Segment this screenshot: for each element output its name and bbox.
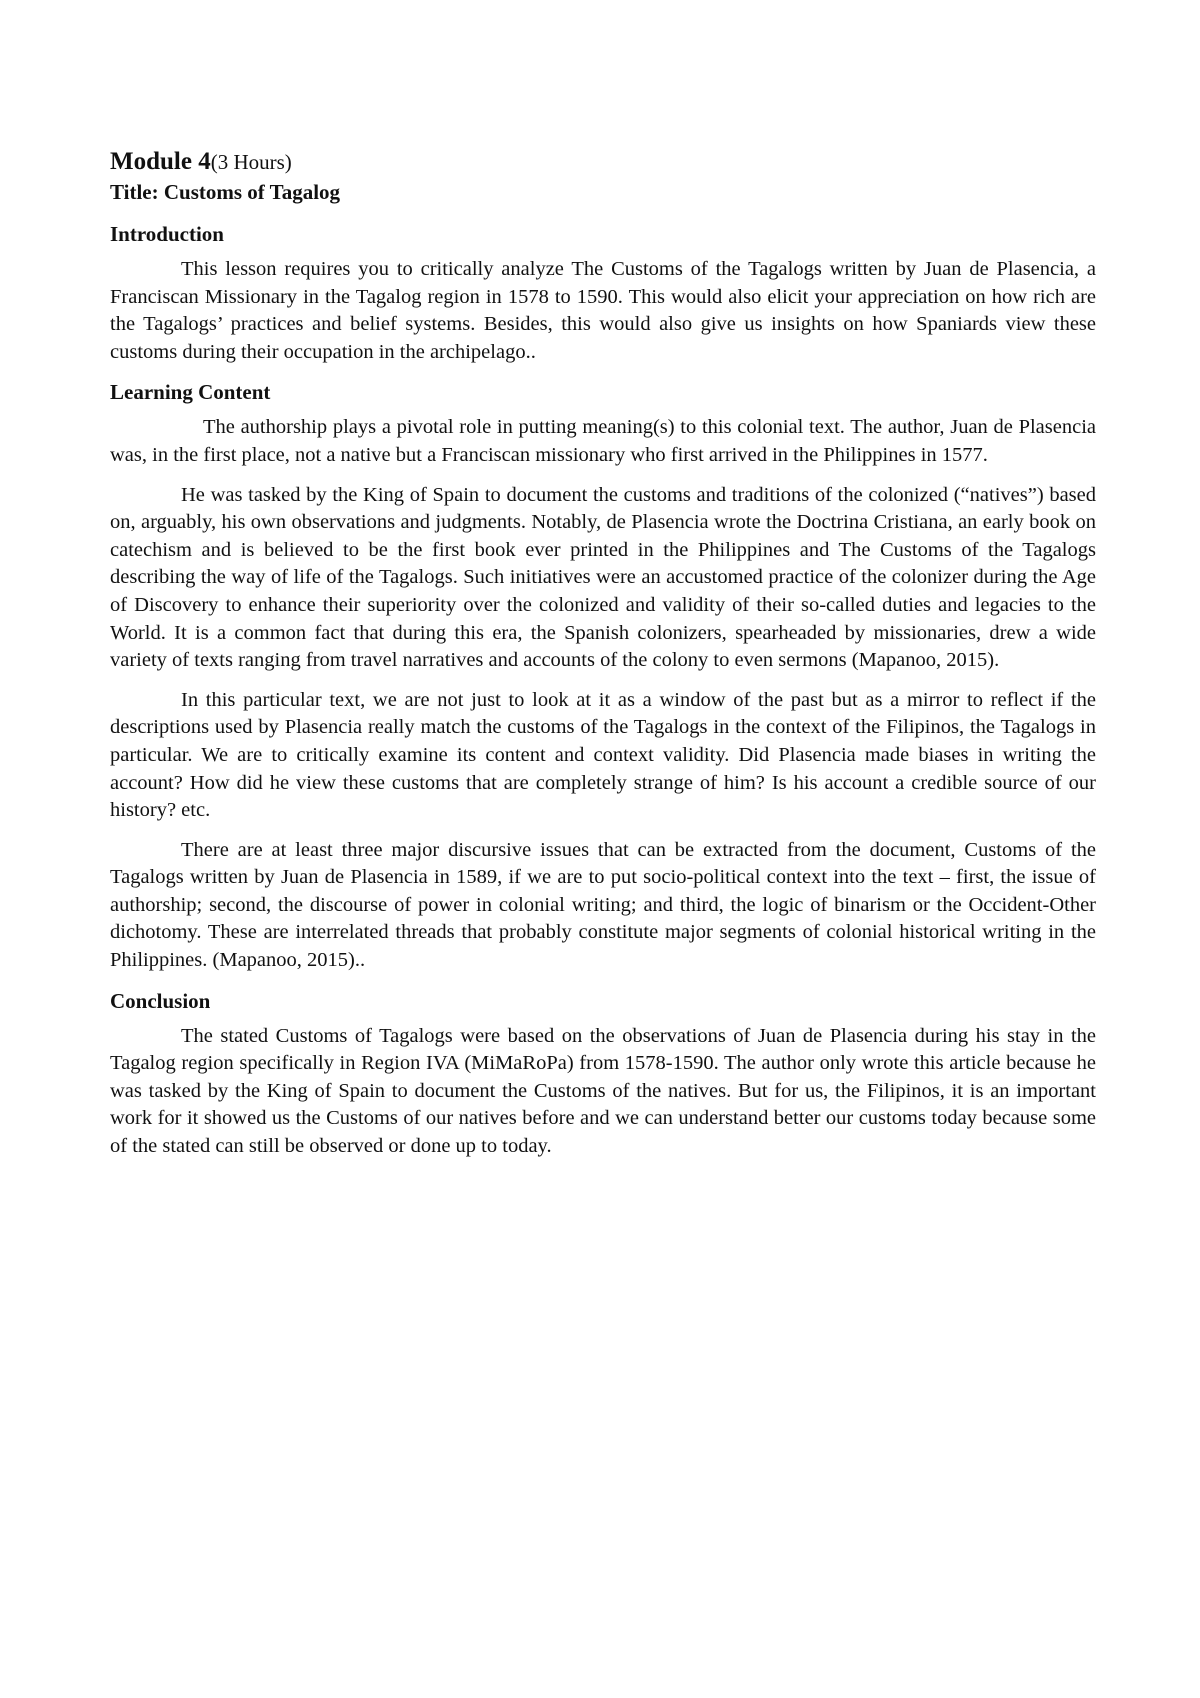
learning-content-heading: Learning Content — [110, 380, 271, 405]
learning-content-section — [110, 378, 1096, 974]
learning-content-paragraph: The authorship plays a pivotal role in putting meaning(s) to this colonial text. The author, Juan de Plasencia was, in the first place, not a native but a Franciscan missionary who first arrived in the Philippines in 1577. — [110, 416, 1096, 466]
conclusion-heading: Conclusion — [110, 988, 211, 1013]
introduction-paragraph: This lesson requires you to critically analyze The Customs of the Tagalogs written by Juan de Plasencia, a Franciscan Missionary in the Tagalog region in 1578 to 1590. This would also elicit your appreciation on how rich are the Tagalogs’ practices and belief systems. Besides, this would also give us insights on how Spaniards view these customs during their occupation in the archipelago.. — [110, 258, 1096, 363]
introduction-section — [110, 220, 1096, 366]
learning-content-paragraph: There are at least three major discursive issues that can be extracted from the document, Customs of the Tagalogs written by Juan de Plasencia in 1589, if we are to put socio-political context into the text – first, the issue of authorship; second, the discourse of power in colonial writing; and third, the logic of binarism or the Occident-Other dichotomy. These are interrelated threads that probably constitute major segments of colonial historical writing in the Philippines. (Mapanoo, 2015).. — [110, 838, 1096, 972]
module-label: Module 4 — [110, 148, 211, 175]
conclusion-paragraph: The stated Customs of Tagalogs were based on the observations of Juan de Plasencia during his stay in the Tagalog region specifically in Region IVA (MiMaRoPa) from 1578-1590. The author only wrote this article because he was tasked by the King of Spain to document the Customs of the natives. But for us, the Filipinos, it is an important work for it showed us the Customs of our natives before and we can understand better our customs today because some of the stated can still be observed or done up to today. — [110, 1024, 1096, 1158]
introduction-heading: Introduction — [110, 222, 224, 246]
conclusion-section — [110, 987, 1096, 1161]
document-page — [110, 146, 1096, 1173]
module-heading — [110, 146, 1096, 178]
module-hours: (3 Hours) — [210, 150, 292, 174]
learning-content-paragraph: He was tasked by the King of Spain to document the customs and traditions of the colonized (“natives”) based on, arguably, his own observations and judgments. Notably, de Plasencia wrote the Doctrina Cristiana, an early book on catechism and is believed to be the first book ever printed in the Philippines and The Customs of the Tagalogs describing the way of life of the Tagalogs. Such initiatives were an accustomed practice of the colonizer during the Age of Discovery to enhance their superiority over the colonized and validity of their so-called duties and legacies to the World. It is a common fact that during this era, the Spanish colonizers, spearheaded by missionaries, drew a wide variety of texts ranging from travel narratives and accounts of the colony to even sermons (Mapanoo, 2015). — [110, 483, 1096, 672]
learning-content-paragraph: In this particular text, we are not just to look at it as a window of the past but as a mirror to reflect if the descriptions used by Plasencia really match the customs of the Tagalogs in the context of the Filipinos, the Tagalogs in particular. We are to critically examine its content and context validity. Did Plasencia made biases in writing the account? How did he view these customs that are completely strange of him? Is his account a credible source of our history? etc. — [110, 688, 1096, 822]
document-title: Title: Customs of Tagalog — [110, 180, 341, 204]
